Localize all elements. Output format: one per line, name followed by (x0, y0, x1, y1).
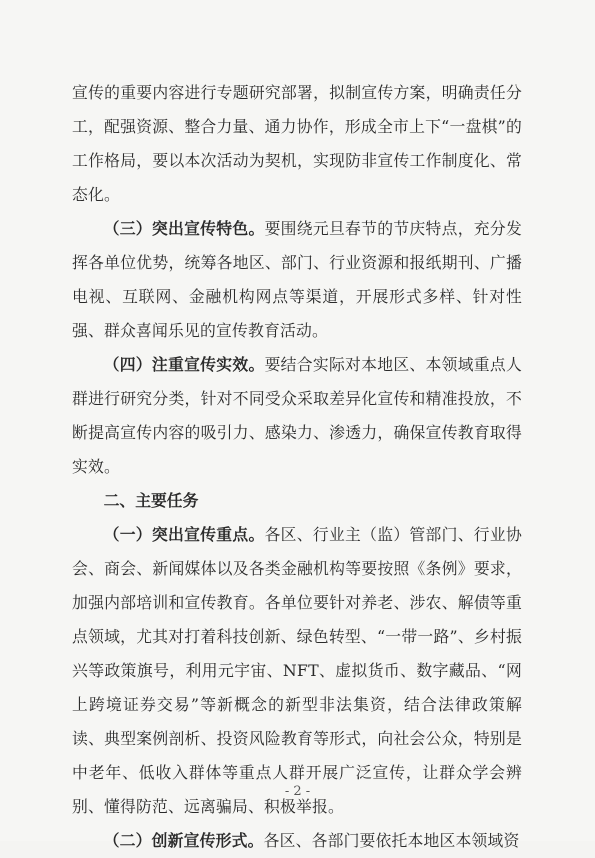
paragraph-lead: （四）注重宣传实效。 (103, 355, 265, 374)
paragraph-lead: （一）突出宣传重点。 (103, 525, 265, 544)
paragraph-lead: （二）创新宣传形式。 (103, 831, 264, 850)
paragraph-text: 各区、各部门要依托本地区本领域资 (263, 831, 520, 850)
paragraph-task-focus (72, 518, 522, 824)
paragraph-text: 各区、行业主（监）管部门、行业协会、商会、新闻媒体以及各类金融机构等要按照《条例》要求，加强内部培训和宣传教育。各单位要针对养老、涉农、解债等重点领域，尤其对打着科技创新、绿色转型、“一带一路”、乡村振兴等政策旗号，利用元宇宙、NFT、虚拟货币、数字藏品、“网上跨境证券交易”等新概念的新型非法集资，结合法律政策解读、典型案例剖析、投资风险教育等形式，向社会公众，特别是中老年、低收入群体等重点人群开展广泛宣传，让群众学会辨别、懂得防范、远离骗局、积极举报。 (72, 525, 522, 816)
paragraph-text: 要围绕元旦春节的节庆特点，充分发挥各单位优势，统筹各地区、部门、行业资源和报纸期刊、广播电视、互联网、金融机构网点等渠道，开展形式多样、针对性强、群众喜闻乐见的宣传教育活动。 (72, 219, 522, 340)
paragraph-highlight-features (72, 212, 522, 348)
paragraph-effectiveness (72, 348, 522, 484)
paragraph-text: 要结合实际对本地区、本领域重点人群进行研究分类，针对不同受众采取差异化宣传和精准投放，不断提高宣传内容的吸引力、感染力、渗透力，确保宣传教育取得实效。 (72, 355, 522, 476)
paragraph-continued: 宣传的重要内容进行专题研究部署，拟制宣传方案，明确责任分工，配强资源、整合力量、通力协作，形成全市上下“一盘棋”的工作格局，要以本次活动为契机，实现防非宣传工作制度化、常态化。 (72, 83, 522, 204)
document-body (72, 76, 522, 858)
section-heading-main-tasks: 二、主要任务 (103, 491, 199, 510)
paragraph-task-innovate (72, 824, 522, 858)
paragraph-lead: （三）突出宣传特色。 (103, 219, 265, 238)
page-number: - 2 - (284, 784, 311, 799)
